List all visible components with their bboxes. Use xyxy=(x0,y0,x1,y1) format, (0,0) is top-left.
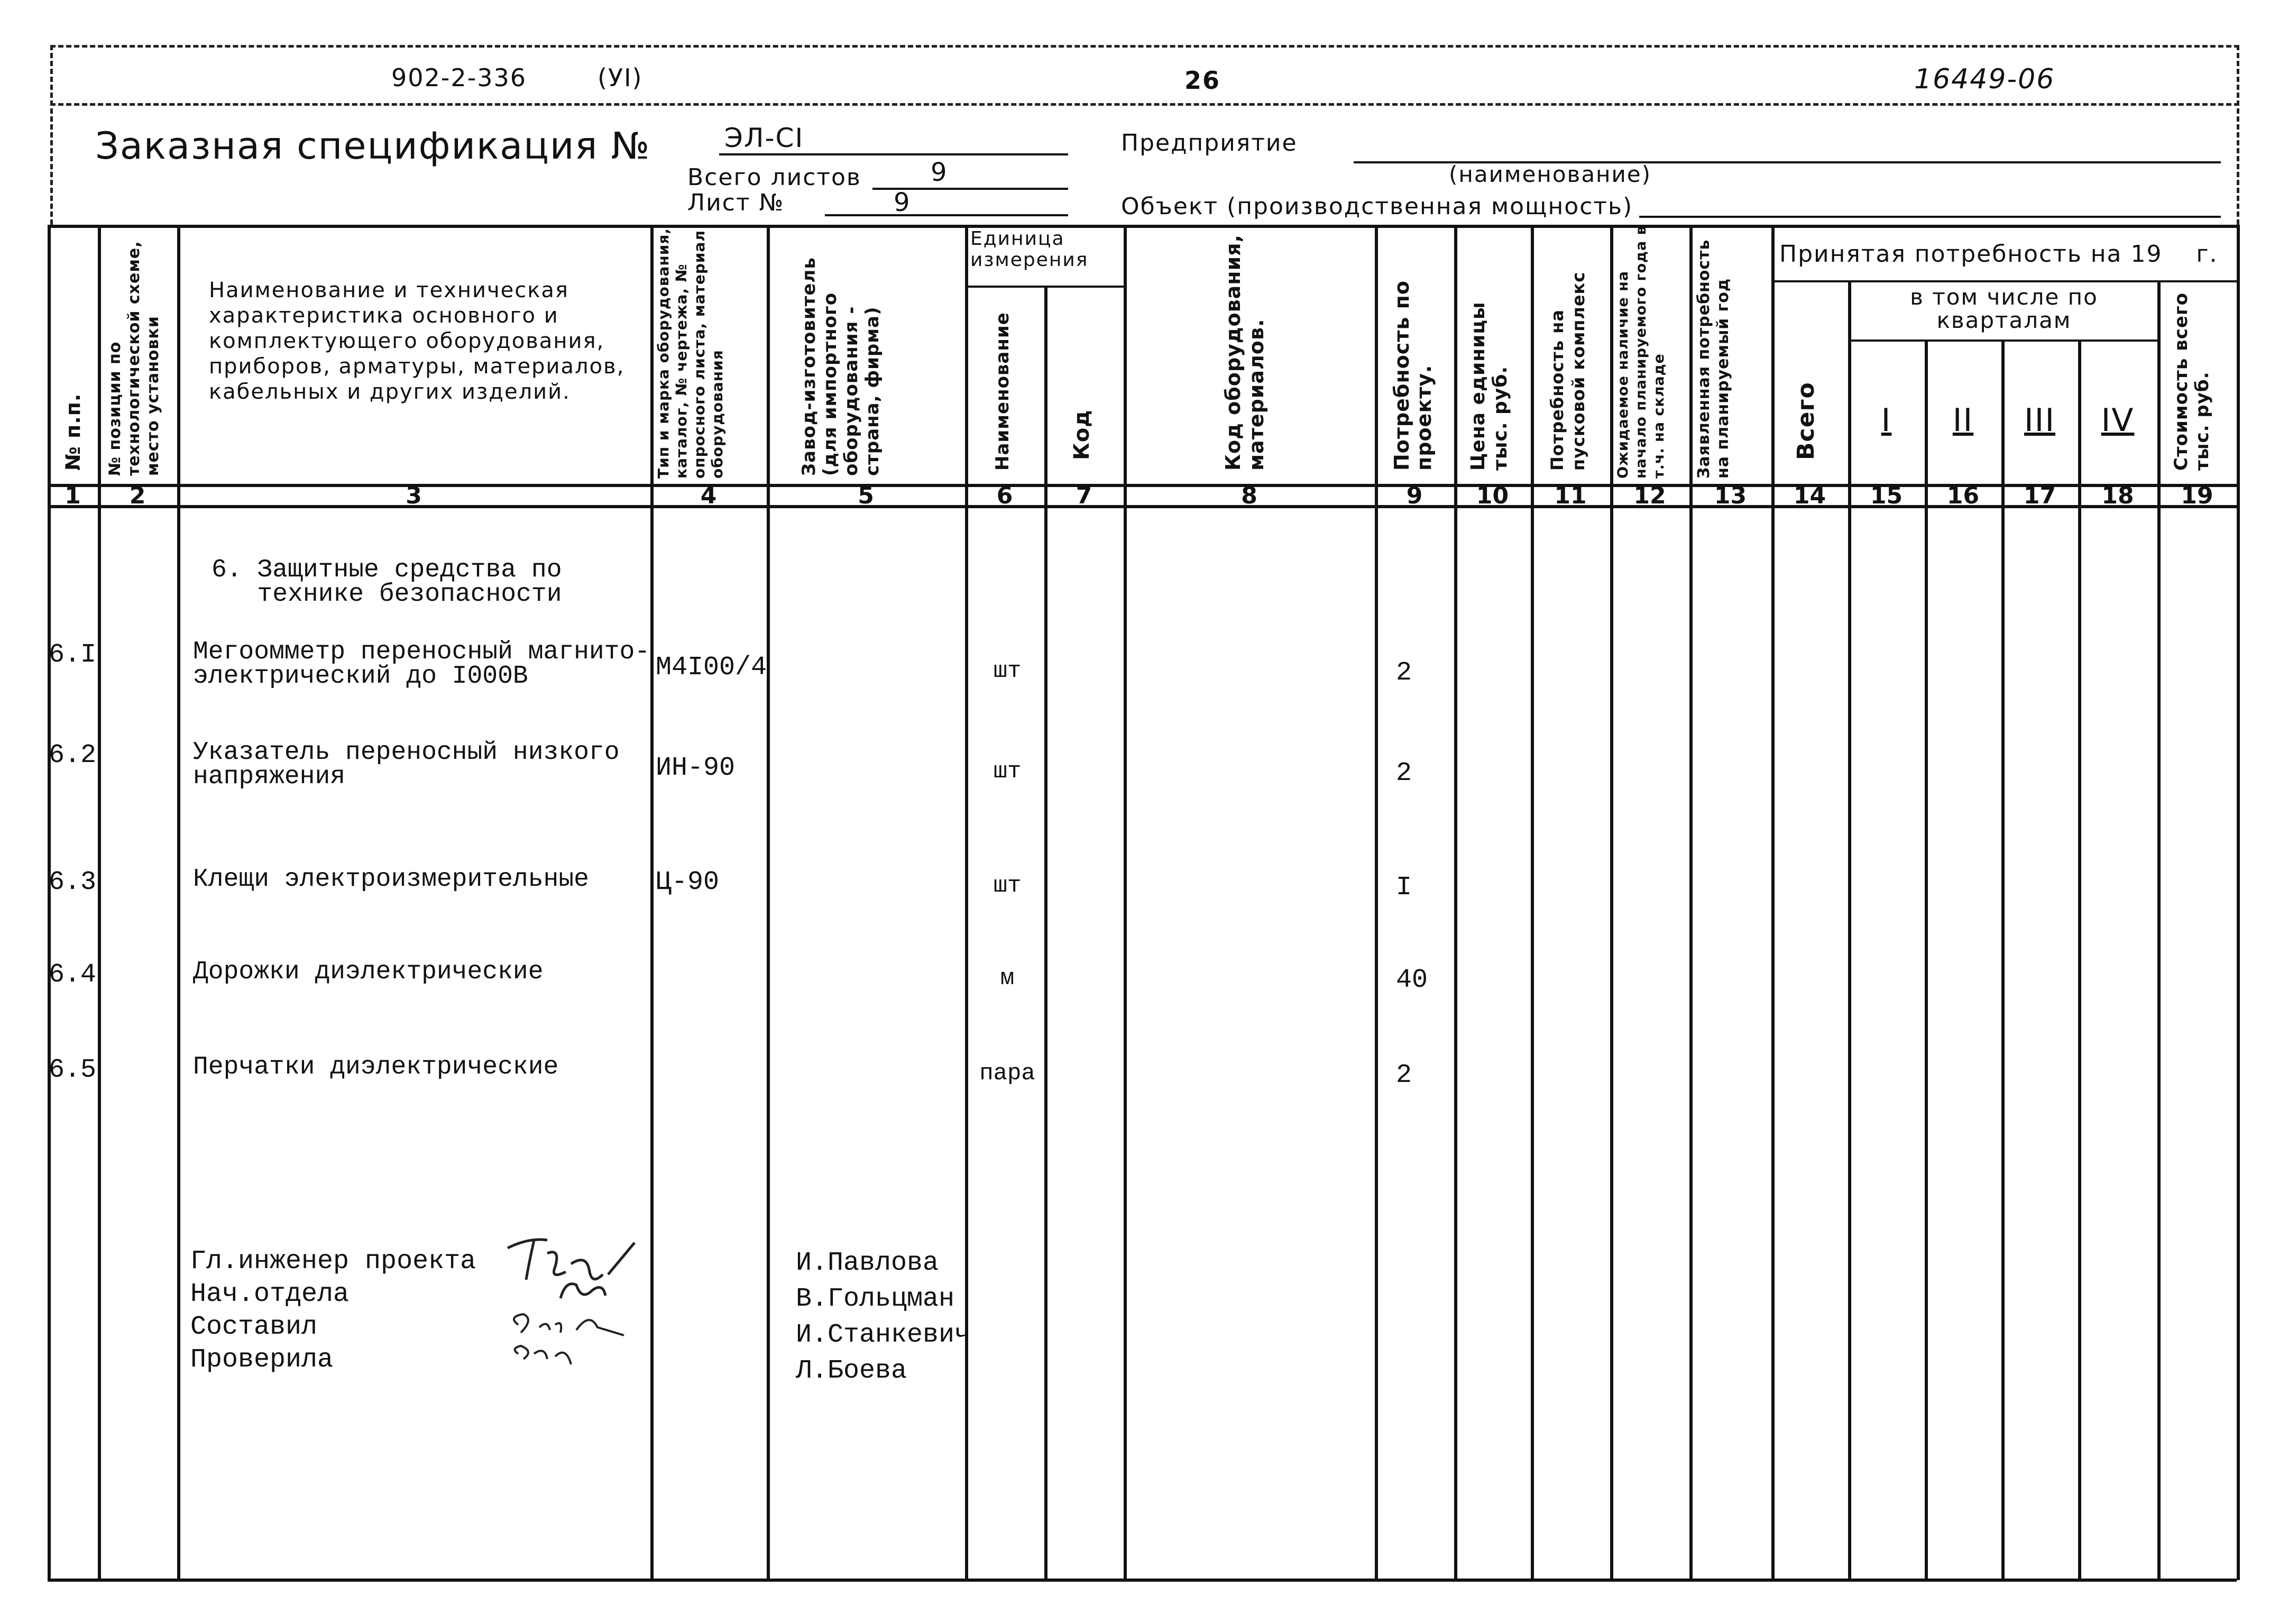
column-number-14: 14 xyxy=(1793,482,1826,509)
section-heading: 6. Защитные средства по технике безопасности xyxy=(212,556,562,609)
column-number-16: 16 xyxy=(1946,482,1980,509)
col-header-17: III xyxy=(2024,402,2056,439)
signature-roles xyxy=(190,1245,476,1377)
row-name: Указатель переносный низкого напряжения xyxy=(193,738,620,791)
row-unit: шт xyxy=(993,873,1022,899)
row-number: 6.3 xyxy=(49,867,97,897)
column-number-19: 19 xyxy=(2181,482,2213,509)
col-header-19: Стоимость всего тыс. руб. xyxy=(2171,292,2213,471)
col-header-9: Потребность по проекту. xyxy=(1390,280,1436,471)
column-number-13: 13 xyxy=(1714,482,1747,509)
col-header-16: II xyxy=(1952,402,1974,439)
column-number-7: 7 xyxy=(1076,482,1092,509)
spec-number: ЭЛ-CI xyxy=(724,123,804,153)
row-qty: 2 xyxy=(1396,658,1412,688)
page-number: 26 xyxy=(1184,66,1221,95)
col-header-quarters-group: в том числе по кварталам xyxy=(1910,284,2098,333)
column-number-1: 1 xyxy=(65,482,81,509)
column-number-10: 10 xyxy=(1476,482,1509,509)
row-number: 6.5 xyxy=(49,1055,97,1085)
column-number-8: 8 xyxy=(1241,482,1257,509)
spec-title: Заказная спецификация № xyxy=(95,124,651,168)
row-qty: 40 xyxy=(1396,965,1428,995)
row-name: Перчатки диэлектрические xyxy=(193,1053,559,1081)
role-chief-engineer: Гл.инженер проекта xyxy=(190,1246,476,1277)
role-compiled: Составил xyxy=(190,1312,318,1342)
row-unit: шт xyxy=(993,658,1022,684)
row-type: ИН-90 xyxy=(656,753,736,783)
row-unit: пара xyxy=(979,1060,1035,1087)
sheet-label: Лист № xyxy=(687,189,785,216)
col-header-13: Заявленная потребность на планируемый год xyxy=(1695,239,1732,479)
col-header-2: № позиции по технологической схеме, место установки xyxy=(106,241,162,476)
col-header-unit-group: Единица измерения xyxy=(970,228,1089,271)
row-type: М4I00/4 xyxy=(656,653,767,683)
col-header-3: Наименование и техническая характеристика основного и комплектующего оборудования, приборов, арматуры, материалов, кабельных и других изделий. xyxy=(209,278,625,404)
doc-code: 902-2-336 xyxy=(391,63,527,92)
col-header-4: Тип и марка оборудования, каталог, № чертежа, № опросного листа, материал оборудования xyxy=(655,227,726,479)
signature-names xyxy=(796,1245,970,1389)
column-number-3: 3 xyxy=(406,482,422,509)
row-number: 6.I xyxy=(49,640,97,670)
archive-number: 16449-06 xyxy=(1914,63,2055,95)
row-qty: I xyxy=(1396,873,1412,903)
col-header-1: № п.п. xyxy=(61,393,85,471)
col-header-7: Код xyxy=(1070,409,1094,460)
column-number-6: 6 xyxy=(996,482,1013,509)
col-header-18-text: IV xyxy=(2101,402,2135,439)
doc-part: (УI) xyxy=(598,63,643,92)
name-2: В.Гольцман xyxy=(796,1284,955,1314)
total-sheets-label: Всего листов xyxy=(687,164,861,191)
row-name: Дорожки диэлектрические xyxy=(193,958,544,986)
col-header-6: Наименование xyxy=(992,312,1013,471)
col-header-14: Всего xyxy=(1793,382,1819,460)
column-number-18: 18 xyxy=(2101,482,2134,509)
row-qty: 2 xyxy=(1396,1060,1412,1090)
row-unit: шт xyxy=(993,758,1022,785)
total-sheets-value: 9 xyxy=(931,158,948,187)
row-type: Ц-90 xyxy=(656,867,720,897)
name-4: Л.Боева xyxy=(796,1356,907,1386)
row-name: Мегоомметр переносный магнито- электрический до I000В xyxy=(193,638,650,691)
role-head-of-department: Нач.отдела xyxy=(190,1279,350,1309)
name-3: И.Станкевич xyxy=(796,1320,971,1350)
row-number: 6.4 xyxy=(49,960,97,990)
row-number: 6.2 xyxy=(49,740,97,770)
column-number-11: 11 xyxy=(1554,482,1587,509)
col-header-10: Цена единицы тыс. руб. xyxy=(1467,301,1511,471)
column-number-12: 12 xyxy=(1633,482,1666,509)
col-header-accepted-group: Принятая потребность на 19 г. xyxy=(1779,241,2218,268)
col-header-5: Завод-изготовитель (для импортного оборудования - страна, фирма) xyxy=(798,257,883,476)
object-label: Объект (производственная мощность) xyxy=(1121,193,1633,220)
row-unit: м xyxy=(1000,965,1015,992)
enterprise-hint: (наименование) xyxy=(1449,161,1652,187)
column-number-15: 15 xyxy=(1870,482,1903,509)
col-header-11: Потребность на пусковой комплекс xyxy=(1547,271,1588,471)
column-number-17: 17 xyxy=(2023,482,2056,509)
column-number-9: 9 xyxy=(1406,482,1423,509)
role-checked: Проверила xyxy=(190,1345,334,1375)
name-1: И.Павлова xyxy=(796,1248,939,1278)
column-number-4: 4 xyxy=(700,482,717,509)
row-qty: 2 xyxy=(1396,758,1412,788)
col-header-8: Код оборудования, материалов. xyxy=(1221,234,1268,471)
handwritten-signatures xyxy=(497,1222,666,1380)
sheet-value: 9 xyxy=(894,188,911,217)
column-number-5: 5 xyxy=(858,482,874,509)
enterprise-label: Предприятие xyxy=(1121,130,1298,157)
column-number-2: 2 xyxy=(129,482,146,509)
col-header-12: Ожидаемое наличие на начало планируемого года в т.ч. на складе xyxy=(1615,225,1667,479)
col-header-15: I xyxy=(1881,402,1892,439)
row-name: Клещи электроизмерительные xyxy=(193,865,589,894)
